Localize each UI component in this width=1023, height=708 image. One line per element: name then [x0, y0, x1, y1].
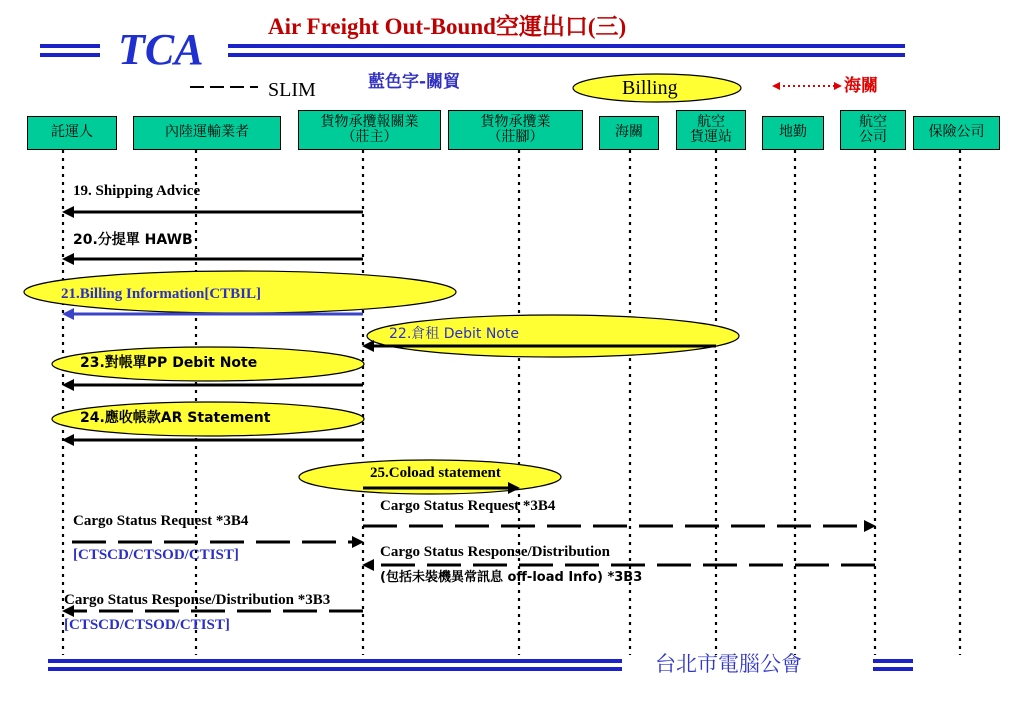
lane-shipper: 託運人 [27, 116, 117, 150]
lane-insurance: 保險公司 [913, 116, 1000, 150]
lane-customs: 海關 [599, 116, 659, 150]
status-response-right-label: Cargo Status Response/Distribution [380, 544, 611, 560]
lane-airline: 航空 公司 [840, 110, 906, 150]
status-request-right-label: Cargo Status Request *3B4 [380, 498, 556, 514]
msg-21-label: 21.Billing Information[CTBIL] [61, 286, 262, 302]
lane-forwarder: 貨物承攬業 （莊腳） [448, 110, 583, 150]
msg-20-label: 20.分提單 HAWB [73, 232, 193, 248]
billing-highlights [24, 271, 739, 494]
status-request-left-label: Cargo Status Request *3B4 [73, 513, 249, 529]
legend-slim: SLIM [268, 79, 316, 101]
footer-organization: 台北市電腦公會 [655, 652, 802, 676]
msg-24-label: 24.應收帳款AR Statement [80, 410, 271, 426]
lane-forwarder-broker: 貨物承攬報關業 （莊主） [298, 110, 441, 150]
msg-19-label: 19. Shipping Advice [73, 183, 201, 199]
status-response-right-note: (包括未裝機異常訊息 off-load Info) *3B3 [380, 570, 643, 585]
msg-22-label: 22.倉租 Debit Note [389, 326, 519, 342]
legend-customs: 海關 [844, 76, 878, 96]
legend-blue-text: 藍色字-關貿 [368, 72, 461, 92]
lane-inland-transport: 內陸運輸業者 [133, 116, 281, 150]
msg-25-label: 25.Coload statement [370, 465, 501, 481]
lane-cargo-terminal: 航空 貨運站 [676, 110, 746, 150]
status-response-left-label: Cargo Status Response/Distribution *3B3 [64, 592, 331, 608]
status-request-left-codes: [CTSCD/CTSOD/CTIST] [73, 547, 239, 563]
status-response-left-codes: [CTSCD/CTSOD/CTIST] [64, 617, 230, 633]
lane-ground-handling: 地勤 [762, 116, 824, 150]
page-title: Air Freight Out-Bound空運出口(三) [268, 14, 627, 39]
tca-logo: TCA [118, 25, 204, 74]
msg-23-label: 23.對帳單PP Debit Note [80, 355, 258, 371]
legend-billing: Billing [622, 77, 678, 99]
